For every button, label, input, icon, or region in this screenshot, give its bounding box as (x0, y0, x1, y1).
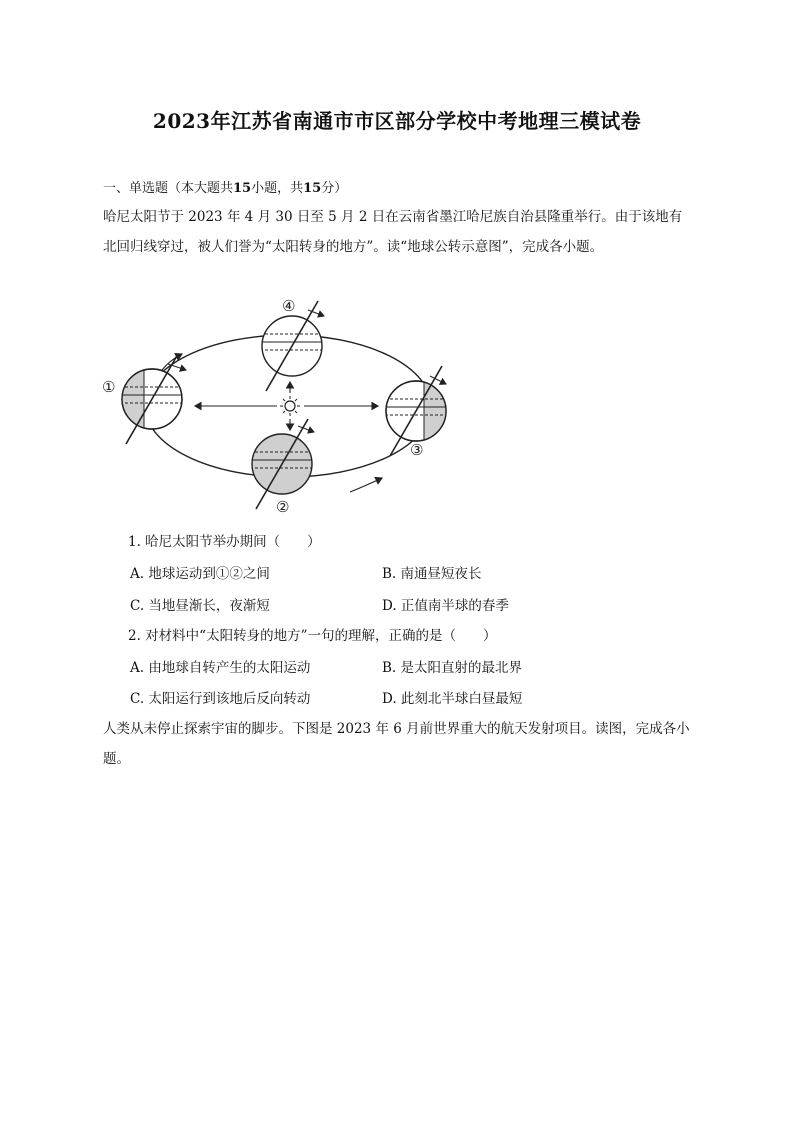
question-1-option-c[interactable]: C. 当地昼渐长，夜渐短 (130, 598, 270, 614)
score-count: 15 (303, 181, 322, 196)
label-pos1: ① (102, 378, 116, 396)
label-pos2: ② (276, 498, 290, 516)
question-1-option-a[interactable]: A. 地球运动到①②之间 (130, 566, 270, 582)
section-heading-text: 一、单选题（本大题共 (103, 181, 234, 196)
question-2-option-c[interactable]: C. 太阳运行到该地后反向转动 (130, 691, 311, 707)
passage-1: 哈尼太阳节于 2023 年 4 月 30 日至 5 月 2 日在云南省墨江哈尼族自治县隆重举行。由于该地有北回归线穿过，被人们誉为“太阳转身的地方”。读“地球公转示意图”，完成各小题。 (103, 209, 683, 255)
question-2-stem: 2. 对材料中“太阳转身的地方”一句的理解，正确的是（ ） (128, 628, 497, 644)
label-pos4: ④ (282, 297, 296, 315)
revolution-arrow-bottom (350, 478, 382, 492)
earth-position-1 (110, 354, 195, 444)
label-pos3: ③ (410, 441, 424, 459)
section-heading (103, 177, 347, 196)
section-heading-tail: 分） (321, 181, 348, 196)
earth-revolution-diagram (100, 292, 460, 522)
question-2-option-d[interactable]: D. 此刻北半球白昼最短 (382, 691, 523, 707)
section-heading-mid: 小题，共 (251, 181, 304, 196)
question-1-option-d[interactable]: D. 正值南半球的春季 (382, 598, 509, 614)
question-count: 15 (233, 181, 252, 196)
sun-icon (280, 396, 300, 416)
question-1-stem: 1. 哈尼太阳节举办期间（ ） (128, 534, 321, 550)
question-2-option-a[interactable]: A. 由地球自转产生的太阳运动 (130, 660, 311, 676)
passage-2: 人类从未停止探索宇宙的脚步。下图是 2023 年 6 月前世界重大的航天发射项目。读图，完成各小题。 (103, 721, 690, 767)
question-2-option-b[interactable]: B. 是太阳直射的最北界 (382, 660, 523, 676)
page-title: 2023年江苏省南通市市区部分学校中考地理三模试卷 (152, 109, 642, 133)
earth-position-2 (240, 419, 325, 509)
question-1-option-b[interactable]: B. 南通昼短夜长 (382, 566, 482, 582)
